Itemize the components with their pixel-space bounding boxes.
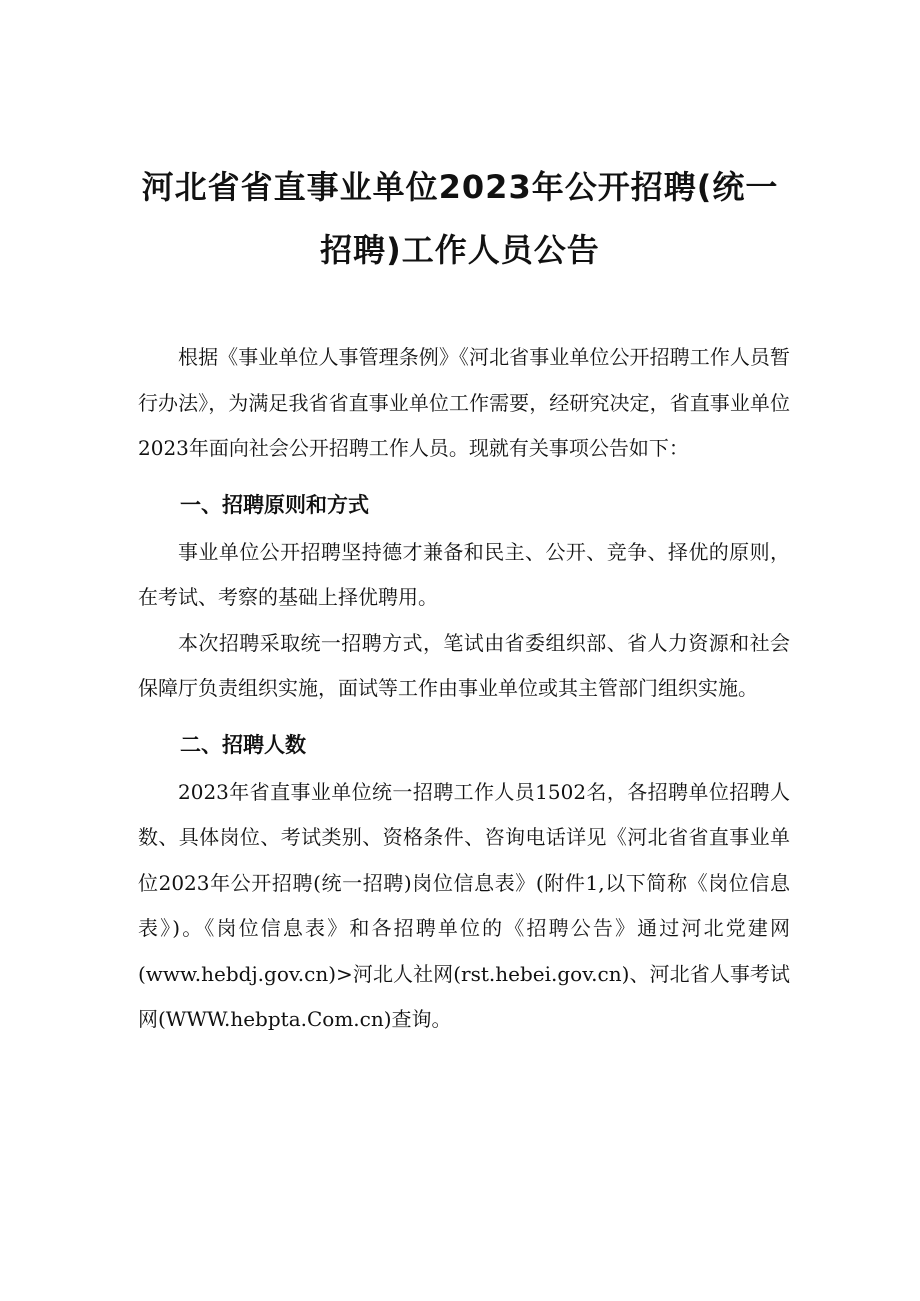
section-2-paragraph-1: 2023年省直事业单位统一招聘工作人员1502名，各招聘单位招聘人数、具体岗位、考试类别、资格条件、咨询电话详见《河北省省直事业单位2023年公开招聘(统一招聘)岗位信息表》(附件1,以下简称《岗位信息表》)。《岗位信息表》和各招聘单位的《招聘公告》通过河北党建网(www.hebdj.gov.cn)>河北人社网(rst.hebei.gov.cn)、河北省人事考试网(WWW.hebpta.Com.cn)查询。 [138, 779, 790, 1031]
document-title-line-2: 招聘)工作人员公告 [320, 231, 600, 269]
document-title-line-1: 河北省省直事业单位2023年公开招聘(统一 [141, 168, 779, 206]
section-1-paragraph-1: 事业单位公开招聘坚持德才兼备和民主、公开、竞争、择优的原则，在考试、考察的基础上择优聘用。 [138, 539, 790, 609]
section-1-heading: 一、招聘原则和方式 [180, 492, 369, 517]
section-2-heading: 二、招聘人数 [180, 732, 306, 757]
document-body [138, 335, 790, 1043]
section-1-paragraph-2: 本次招聘采取统一招聘方式，笔试由省委组织部、省人力资源和社会保障厅负责组织实施，面试等工作由事业单位或其主管部门组织实施。 [138, 630, 790, 700]
intro-paragraph: 根据《事业单位人事管理条例》《河北省事业单位公开招聘工作人员暂行办法》，为满足我省省直事业单位工作需要，经研究决定，省直事业单位2023年面向社会公开招聘工作人员。现就有关事项公告如下： [138, 345, 790, 460]
